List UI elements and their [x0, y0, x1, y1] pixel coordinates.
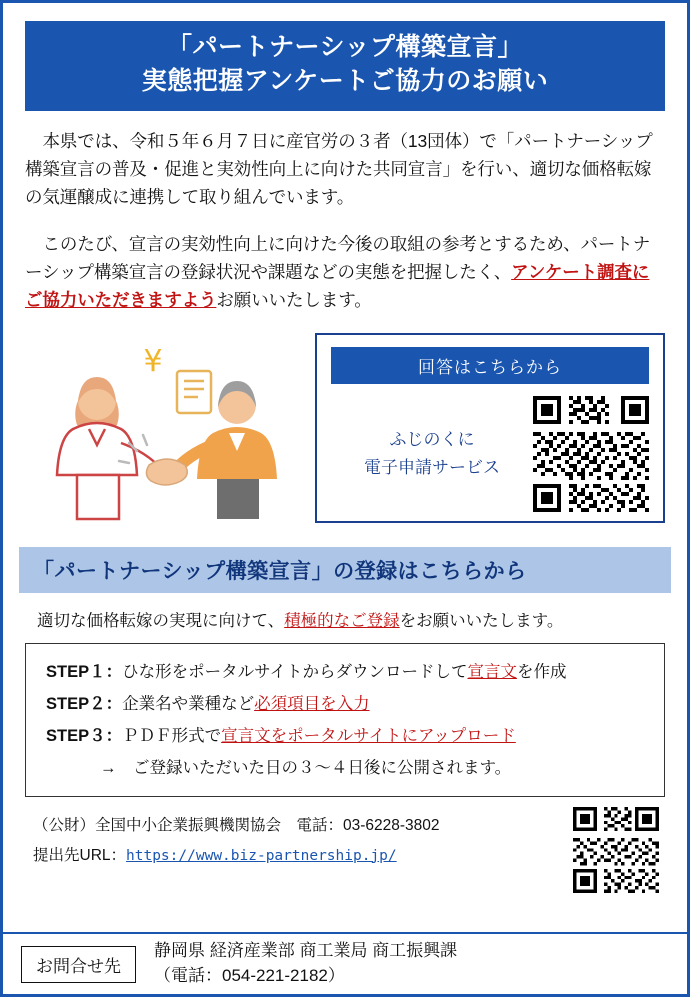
registration-section-heading: 「パートナーシップ構築宣言」の登録はこちらから	[19, 547, 671, 593]
step-text-a: 企業名や業種など	[122, 694, 255, 713]
step-note: → ご登録いただいた日の３～４日後に公開されます。	[100, 759, 512, 778]
illustration-and-qr-row	[25, 333, 665, 533]
step-text-highlight: 宣言文	[467, 662, 517, 681]
intro-paragraph-2	[25, 230, 665, 315]
eservice-label-line-2: 電子申請サービス	[364, 457, 500, 477]
registration-lead-part-b: をお願いいたします。	[399, 611, 564, 630]
step-text-a: ひな形をポータルサイトからダウンロードして	[122, 662, 468, 681]
eservice-label	[331, 426, 533, 480]
step-number: STEP３：	[46, 726, 123, 745]
survey-cooperation-underline: アンケート調査にご協力いただきますよう	[25, 261, 650, 311]
registration-lead-underline: 積極的なご登録	[284, 611, 400, 630]
footer-contact-bar	[3, 932, 687, 994]
title-line-1: 「パートナーシップ構築宣言」	[166, 33, 523, 61]
answer-qr-panel[interactable]	[315, 333, 665, 523]
step-item	[46, 656, 648, 688]
step-item	[46, 720, 648, 752]
submission-url-line	[33, 841, 665, 871]
answer-here-heading: 回答はこちらから	[331, 347, 649, 384]
qr-code-icon[interactable]	[573, 807, 659, 893]
page-title	[25, 21, 665, 111]
title-line-2: 実態把握アンケートご協力のお願い	[141, 66, 549, 95]
intro-paragraph-2-part-a: このたび、宣言の実効性向上に向けた今後の取組の参考とするため、パートナーシップ構築宣言の登録状況や課題などの実態を把握したく、	[25, 233, 651, 282]
step-text-b: を作成	[516, 662, 567, 681]
intro-paragraph-1: 本県では、令和５年６月７日に産官労の３者（13団体）で「パートナーシップ構築宣言の普及・促進と実効性向上に向けた共同宣言」を行い、適切な価格転嫁の気運醸成に連携して取り組んでいます。	[25, 130, 653, 208]
handshake-illustration-svg	[25, 333, 315, 523]
step-number: STEP１：	[46, 662, 123, 681]
submission-url-link[interactable]: https://www.biz-partnership.jp/	[126, 847, 397, 864]
intro-section	[25, 127, 665, 315]
yen-symbol-icon	[143, 344, 162, 379]
contact-tag: お問合せ先	[21, 946, 136, 983]
qr-code-icon[interactable]	[533, 396, 649, 512]
steps-box	[25, 643, 665, 798]
handshake-hands	[146, 459, 187, 485]
intro-paragraph-2-part-b: お願いいたします。	[216, 290, 372, 311]
footer-contact-line-1: 静岡県 経済産業部 商工業局 商工振興課	[154, 941, 458, 961]
qr-body	[331, 396, 649, 512]
step-number: STEP２：	[46, 694, 123, 713]
registration-lead-part-a: 適切な価格転嫁の実現に向けて、	[37, 611, 285, 630]
footer-contact-text	[154, 939, 457, 988]
step-item	[46, 688, 648, 720]
footer-contact-line-2: （電話：054-221-2182）	[154, 966, 345, 985]
submission-url-label: 提出先URL：	[33, 846, 127, 864]
person-left	[57, 377, 165, 519]
step-text-a: ＰＤＦ形式で	[122, 726, 222, 745]
svg-text:¥: ¥	[143, 343, 163, 379]
step-text-highlight: 必須項目を入力	[254, 694, 370, 713]
document-icon	[177, 371, 211, 413]
handshake-illustration	[25, 333, 315, 523]
submission-contact	[33, 811, 665, 870]
eservice-label-line-1: ふじのくに	[389, 430, 475, 450]
step-text-highlight: 宣言文をポータルサイトにアップロード	[221, 726, 516, 745]
registration-lead-text	[37, 607, 653, 631]
association-contact-line: （公財）全国中小企業振興機関協会 電話：03-6228-3802	[33, 817, 440, 835]
